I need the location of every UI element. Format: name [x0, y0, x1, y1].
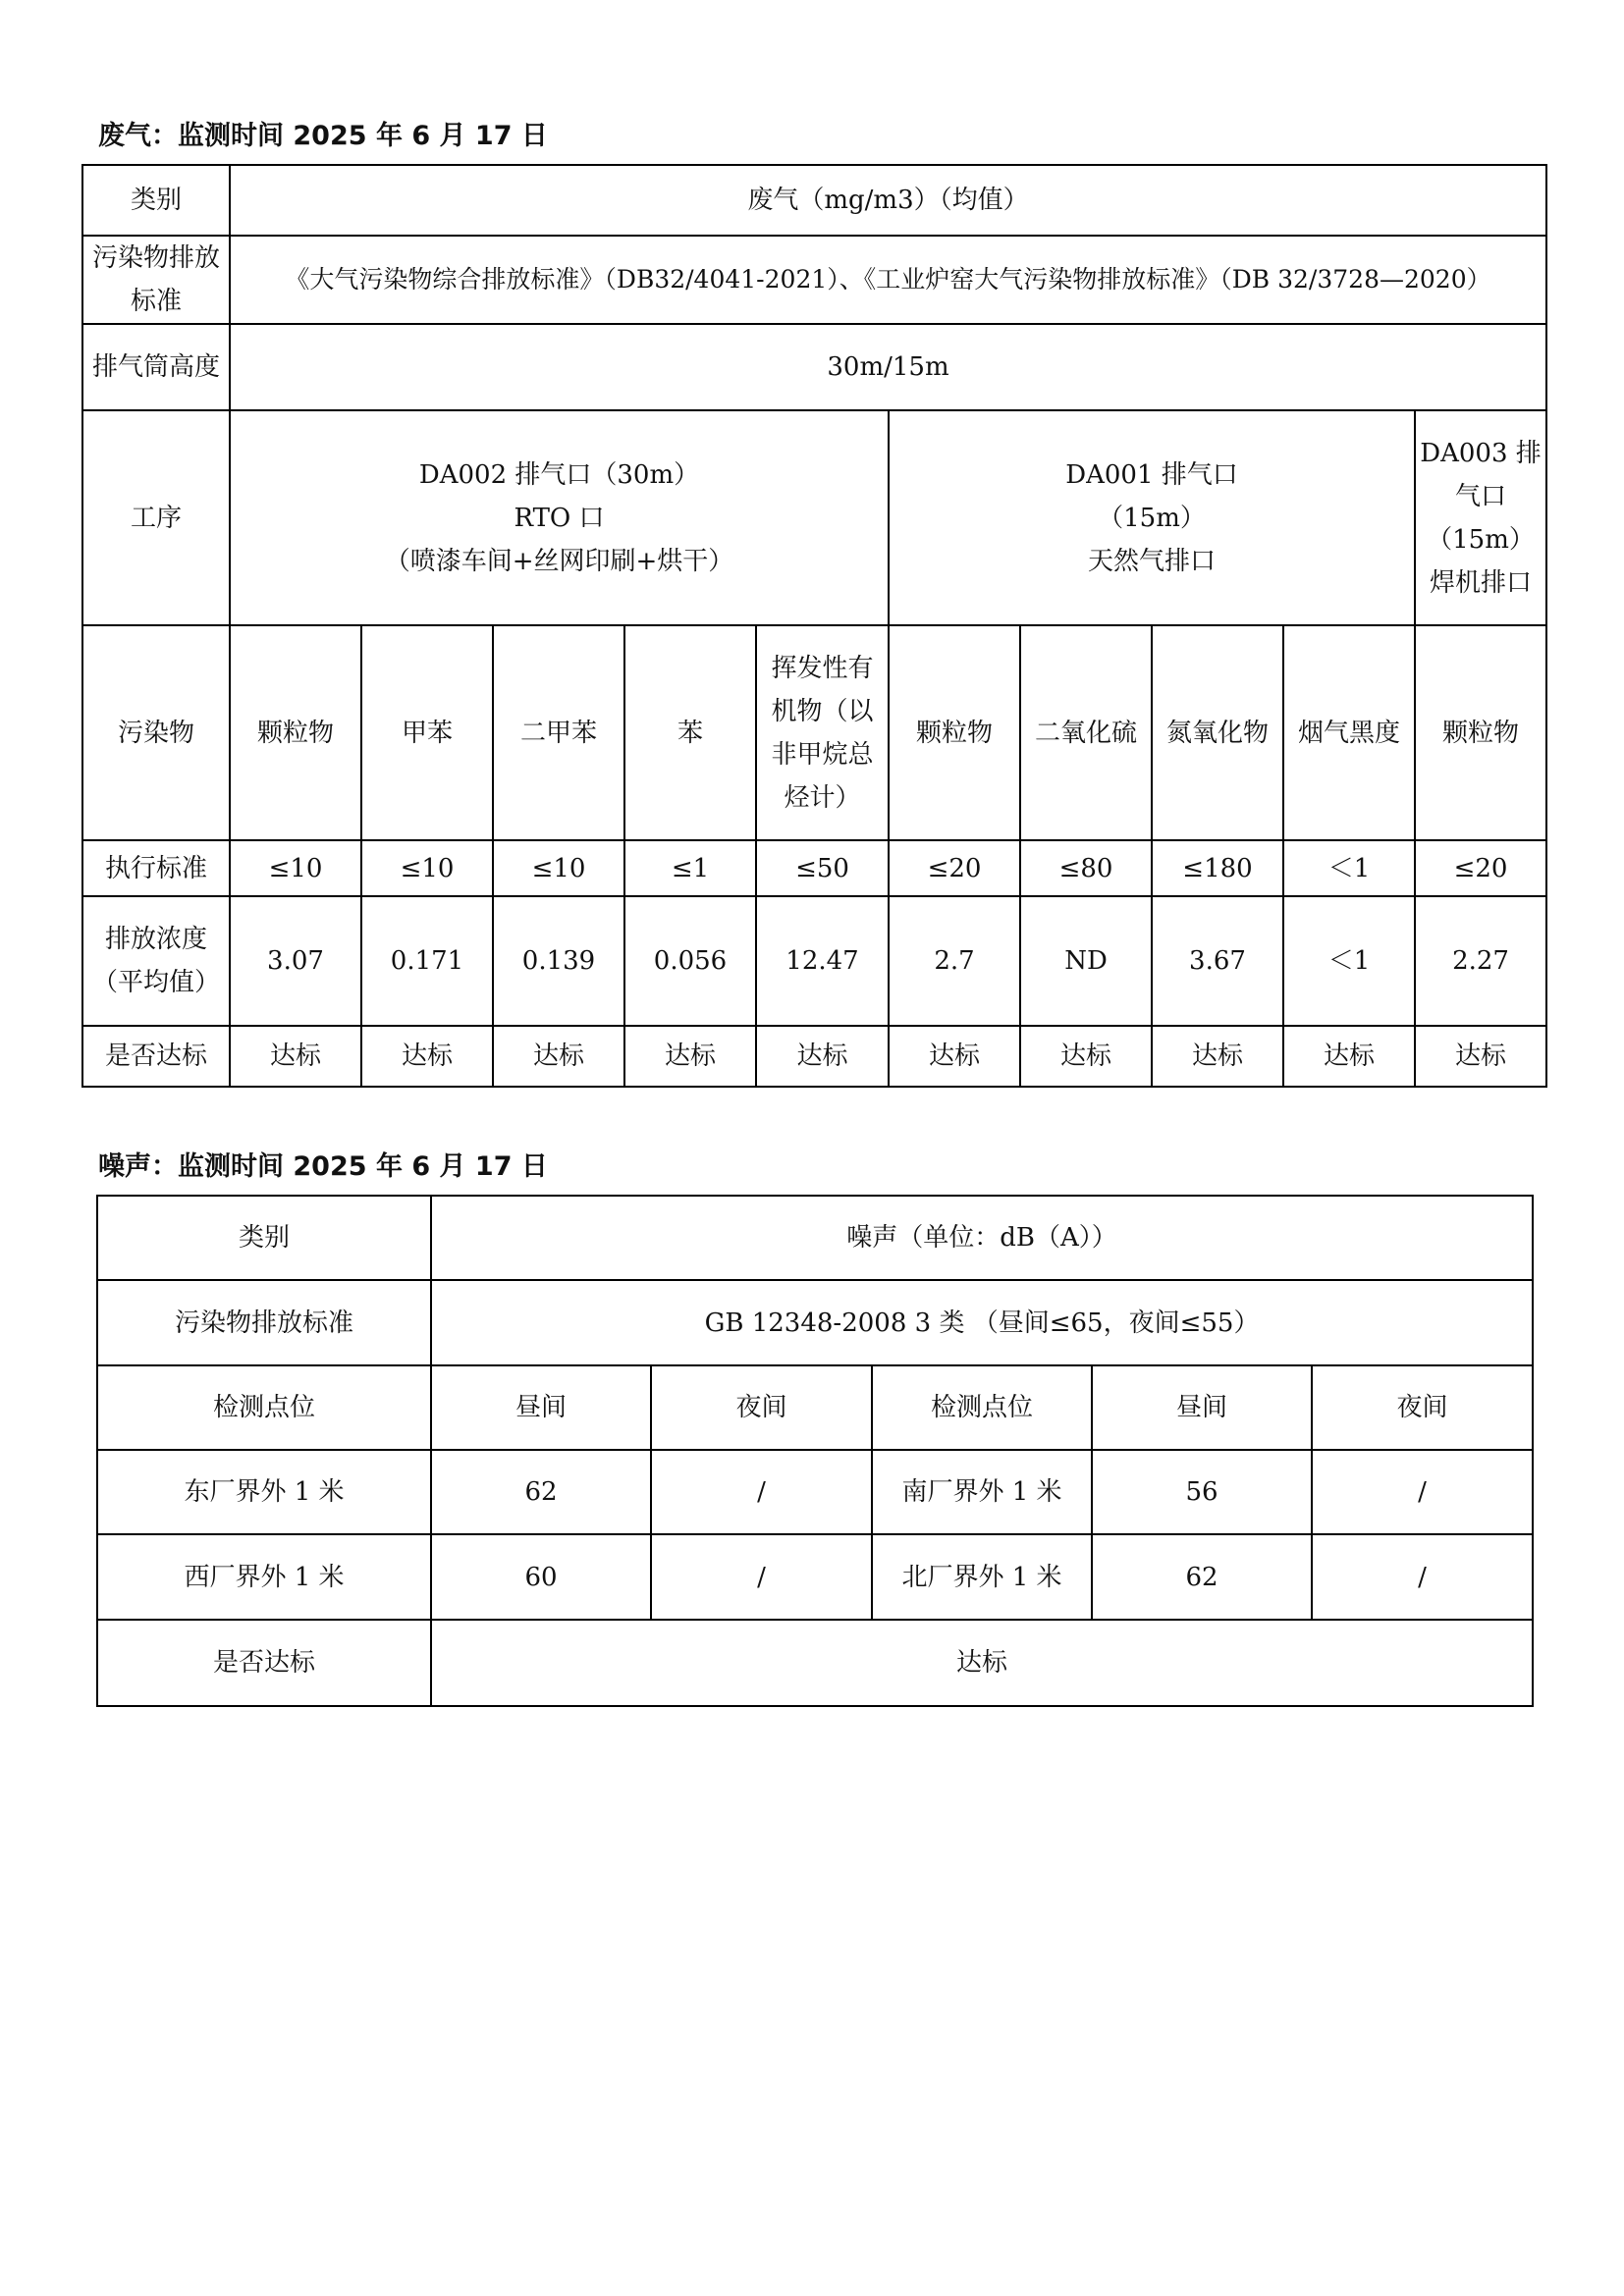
gas-concentration-row: [82, 896, 1546, 1026]
pollutant-cell: 颗粒物: [1415, 625, 1546, 840]
compliance-cell: 达标: [1415, 1026, 1546, 1087]
outlet-da001-name: DA001 排气口: [1065, 459, 1238, 490]
concentration-cell: 2.27: [1415, 896, 1546, 1026]
limit-cell: ≤20: [889, 840, 1020, 896]
gas-height-row: [82, 324, 1546, 410]
pollutant-cell: 甲苯: [361, 625, 493, 840]
pollutant-cell: 挥发性有机物（以非甲烷总烃计）: [756, 625, 889, 840]
gas-compliance-row: [82, 1026, 1546, 1087]
gas-process-row: [82, 410, 1546, 625]
gas-limit-row: [82, 840, 1546, 896]
limit-cell: ＜1: [1283, 840, 1415, 896]
noise-day-value: 56: [1092, 1450, 1312, 1534]
noise-column-header: 昼间: [1092, 1365, 1312, 1450]
waste-gas-table: [81, 164, 1547, 1088]
table-row: [97, 1534, 1533, 1620]
noise-night-value: /: [1312, 1534, 1533, 1620]
gas-pollutant-label: 污染物: [82, 625, 230, 840]
noise-header-row: [97, 1365, 1533, 1450]
pollutant-cell: 颗粒物: [230, 625, 361, 840]
compliance-cell: 达标: [756, 1026, 889, 1087]
noise-point: 北厂界外 1 米: [872, 1534, 1092, 1620]
gas-category-row: [82, 165, 1546, 236]
pollutant-cell: 颗粒物: [889, 625, 1020, 840]
compliance-cell: 达标: [624, 1026, 756, 1087]
noise-night-value: /: [1312, 1450, 1533, 1534]
gas-category-value: 废气（mg/m3）（均值）: [230, 165, 1546, 236]
concentration-cell: 0.139: [493, 896, 624, 1026]
pollutant-cell: 二氧化硫: [1020, 625, 1152, 840]
gas-pollutant-row: [82, 625, 1546, 840]
pollutant-cell: 烟气黑度: [1283, 625, 1415, 840]
limit-cell: ≤50: [756, 840, 889, 896]
gas-concentration-label: 排放浓度（平均值）: [82, 896, 230, 1026]
noise-compliance-row: [97, 1620, 1533, 1706]
pollutant-cell: 氮氧化物: [1152, 625, 1283, 840]
noise-compliance-label: 是否达标: [97, 1620, 431, 1706]
noise-category-label: 类别: [97, 1196, 431, 1280]
gas-standard-label: 污染物排放标准: [82, 236, 230, 324]
outlet-da002-type: RTO 口: [514, 503, 605, 533]
outlet-da003-name: DA003 排气口: [1420, 438, 1542, 511]
pollutant-cell: 苯: [624, 625, 756, 840]
compliance-cell: 达标: [1020, 1026, 1152, 1087]
outlet-da003-source: 焊机排口: [1430, 567, 1533, 598]
outlet-da002: [230, 410, 889, 625]
compliance-cell: 达标: [1152, 1026, 1283, 1087]
gas-category-label: 类别: [82, 165, 230, 236]
outlet-da002-source: （喷漆车间+丝网印刷+烘干）: [384, 546, 734, 576]
limit-cell: ≤10: [493, 840, 624, 896]
noise-section-heading: 噪声：监测时间 2025 年 6 月 17 日: [98, 1151, 548, 1182]
gas-process-label: 工序: [82, 410, 230, 625]
gas-height-value: 30m/15m: [230, 324, 1546, 410]
noise-category-value: 噪声（单位：dB（A））: [431, 1196, 1533, 1280]
limit-cell: ≤80: [1020, 840, 1152, 896]
noise-point: 西厂界外 1 米: [97, 1534, 431, 1620]
compliance-cell: 达标: [1283, 1026, 1415, 1087]
noise-point: 东厂界外 1 米: [97, 1450, 431, 1534]
concentration-cell: 12.47: [756, 896, 889, 1026]
noise-column-header: 昼间: [431, 1365, 651, 1450]
concentration-cell: 2.7: [889, 896, 1020, 1026]
compliance-cell: 达标: [889, 1026, 1020, 1087]
noise-day-value: 62: [431, 1450, 651, 1534]
outlet-da001-source: 天然气排口: [1087, 546, 1216, 576]
noise-standard-row: [97, 1280, 1533, 1365]
noise-point: 南厂界外 1 米: [872, 1450, 1092, 1534]
noise-night-value: /: [651, 1534, 872, 1620]
concentration-cell: 0.171: [361, 896, 493, 1026]
compliance-cell: 达标: [493, 1026, 624, 1087]
concentration-cell: ＜1: [1283, 896, 1415, 1026]
concentration-cell: 3.07: [230, 896, 361, 1026]
compliance-cell: 达标: [230, 1026, 361, 1087]
outlet-da001-height: （15m）: [1098, 503, 1206, 533]
limit-cell: ≤10: [361, 840, 493, 896]
outlet-da001: [889, 410, 1415, 625]
limit-cell: ≤1: [624, 840, 756, 896]
outlet-da003-height: （15m）: [1427, 524, 1535, 555]
concentration-cell: 3.67: [1152, 896, 1283, 1026]
limit-cell: ≤20: [1415, 840, 1546, 896]
gas-limit-label: 执行标准: [82, 840, 230, 896]
noise-category-row: [97, 1196, 1533, 1280]
gas-section-heading: 废气：监测时间 2025 年 6 月 17 日: [98, 121, 548, 151]
outlet-da003: [1415, 410, 1546, 625]
concentration-cell: ND: [1020, 896, 1152, 1026]
outlet-da002-name: DA002 排气口（30m）: [418, 459, 700, 490]
concentration-cell: 0.056: [624, 896, 756, 1026]
pollutant-cell: 二甲苯: [493, 625, 624, 840]
gas-standard-value: 《大气污染物综合排放标准》（DB32/4041-2021）、《工业炉窑大气污染物排放标准》（DB 32/3728—2020）: [230, 236, 1546, 324]
noise-column-header: 检测点位: [97, 1365, 431, 1450]
noise-column-header: 夜间: [651, 1365, 872, 1450]
limit-cell: ≤180: [1152, 840, 1283, 896]
noise-standard-value: GB 12348-2008 3 类 （昼间≤65，夜间≤55）: [431, 1280, 1533, 1365]
gas-height-label: 排气筒高度: [82, 324, 230, 410]
noise-standard-label: 污染物排放标准: [97, 1280, 431, 1365]
noise-table: [96, 1195, 1534, 1707]
gas-compliance-label: 是否达标: [82, 1026, 230, 1087]
noise-compliance-value: 达标: [431, 1620, 1533, 1706]
noise-column-header: 夜间: [1312, 1365, 1533, 1450]
noise-column-header: 检测点位: [872, 1365, 1092, 1450]
gas-standard-row: [82, 236, 1546, 324]
noise-day-value: 62: [1092, 1534, 1312, 1620]
noise-night-value: /: [651, 1450, 872, 1534]
table-row: [97, 1450, 1533, 1534]
noise-day-value: 60: [431, 1534, 651, 1620]
limit-cell: ≤10: [230, 840, 361, 896]
compliance-cell: 达标: [361, 1026, 493, 1087]
